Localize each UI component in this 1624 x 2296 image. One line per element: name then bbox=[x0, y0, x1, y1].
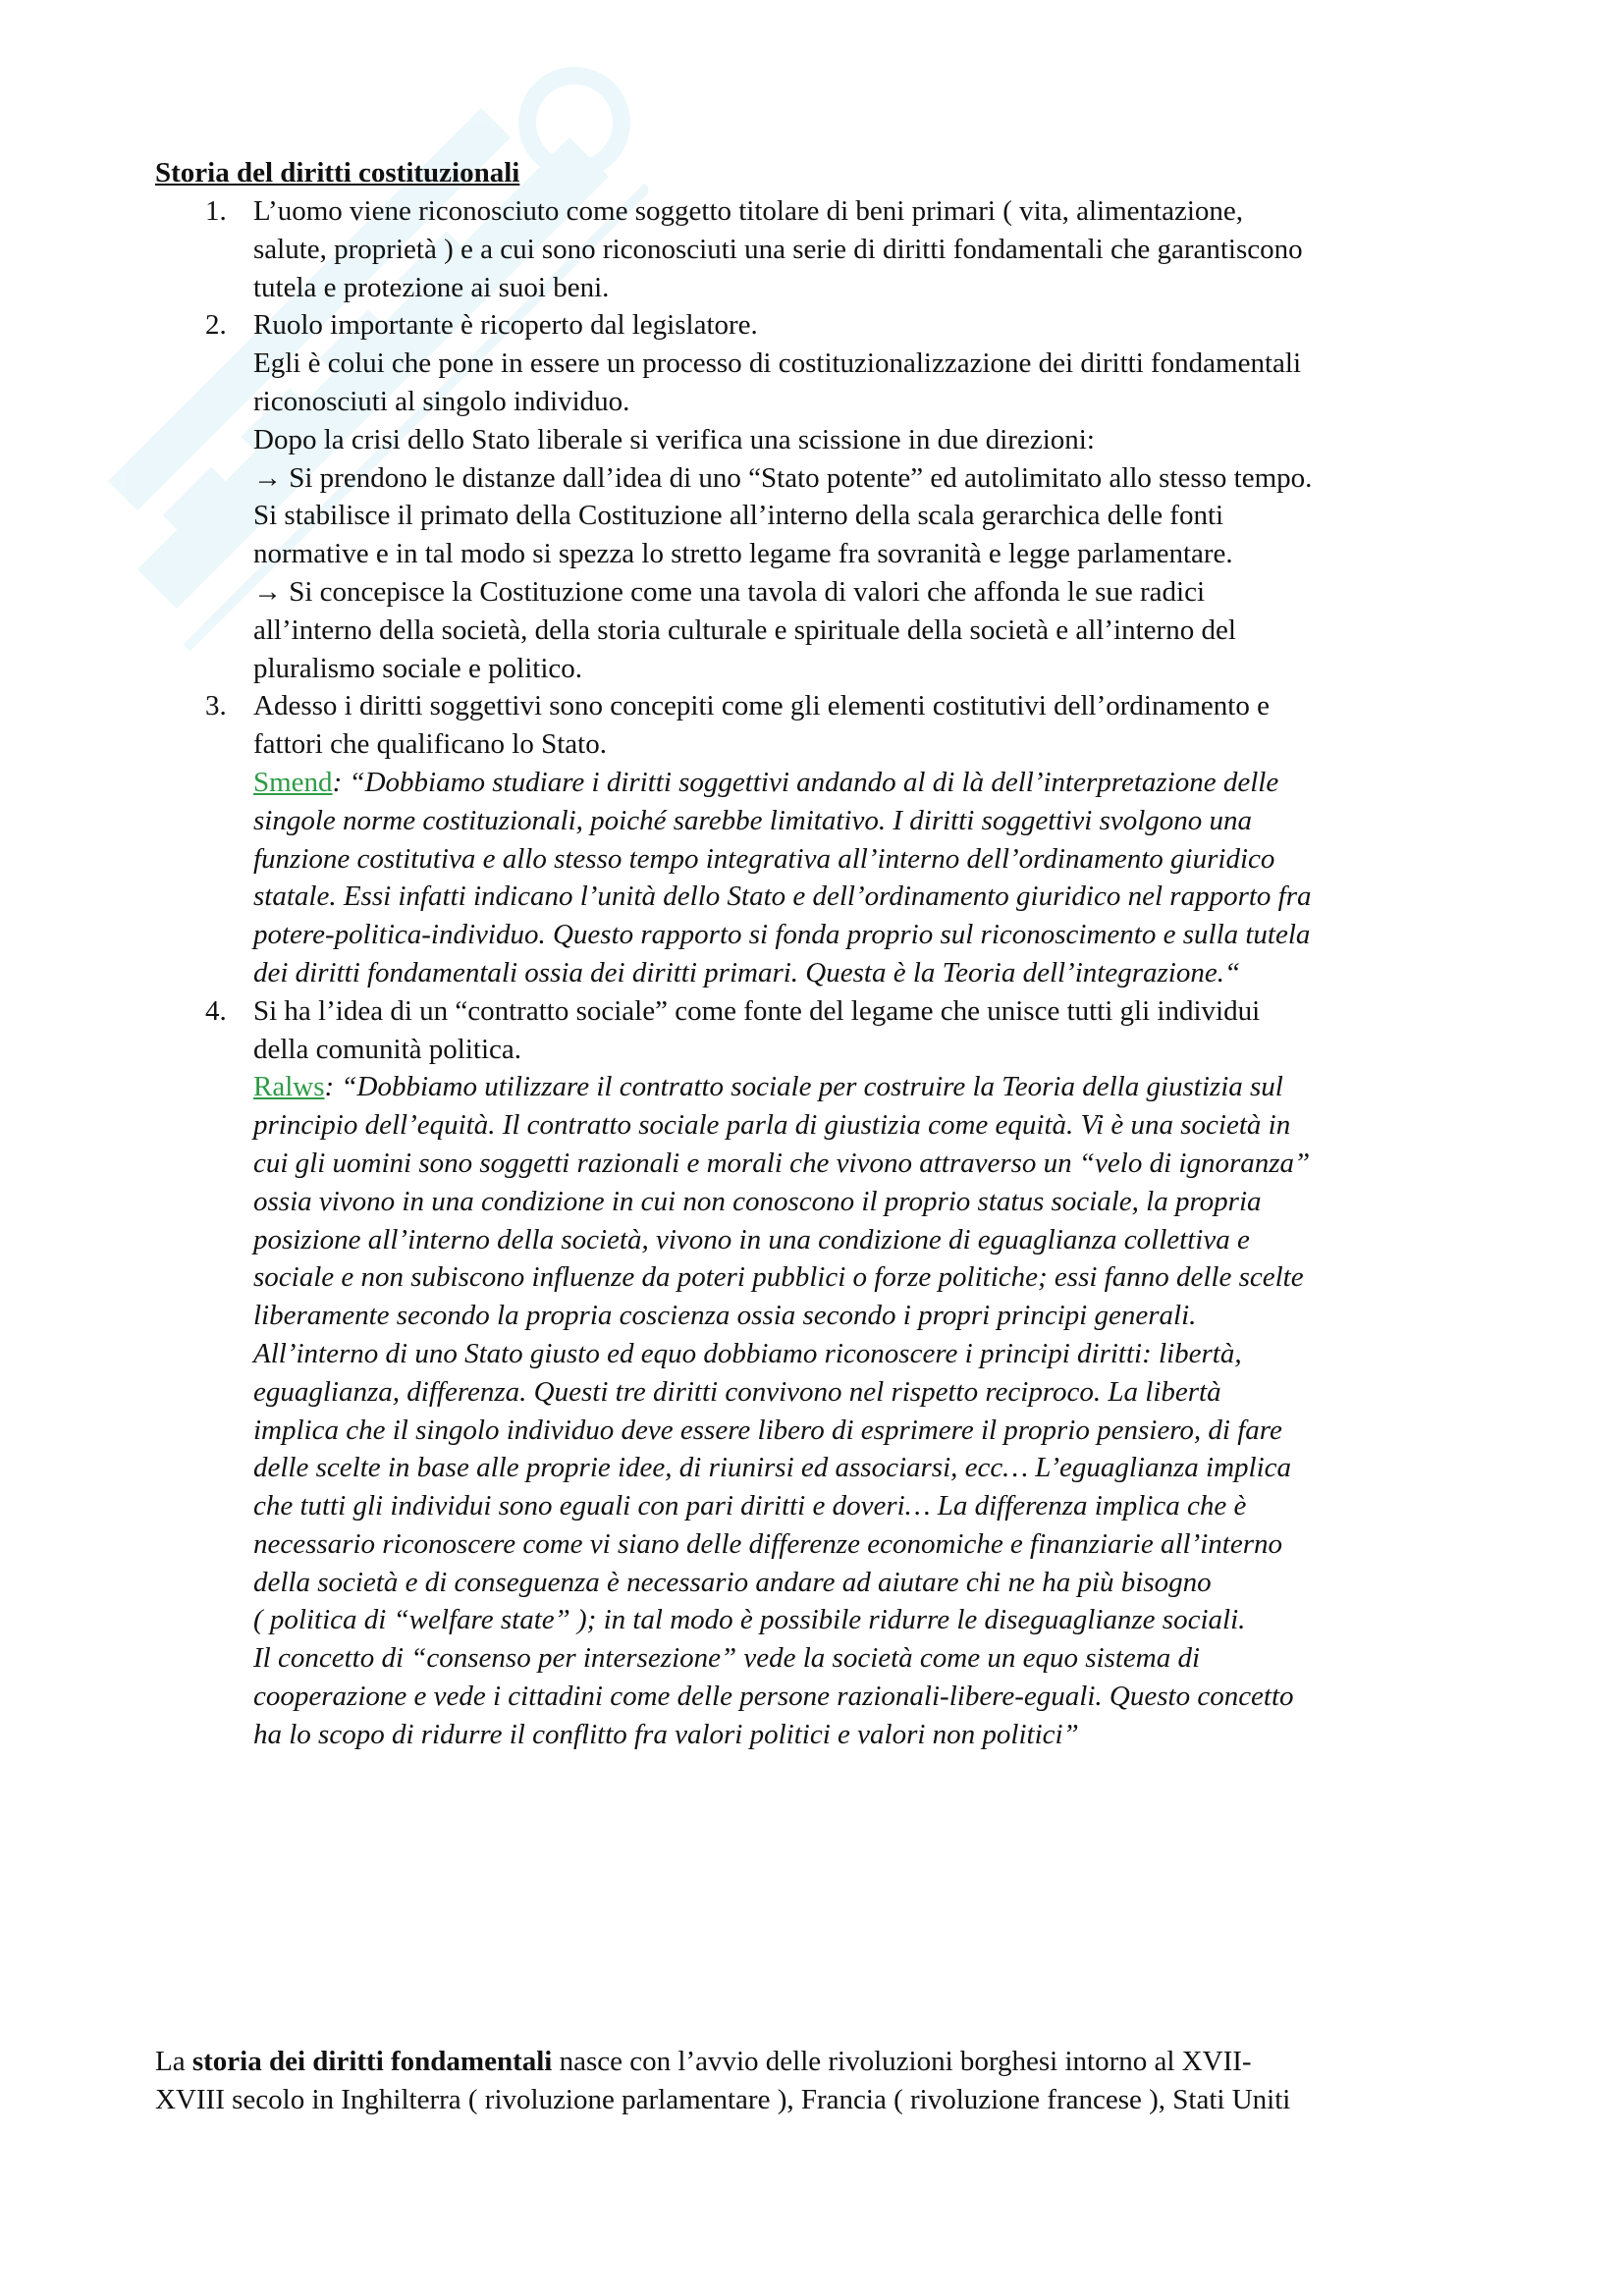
quote-line: Il concetto di “consenso per intersezione” vede la società come un equo sistema di bbox=[253, 1642, 1201, 1675]
text-line: salute, proprietà ) e a cui sono riconosciuti una serie di diritti fondamentali che garantiscono bbox=[253, 233, 1303, 265]
text-line: della comunità politica. bbox=[253, 1033, 521, 1065]
quote-line: che tutti gli individui sono eguali con pari diritti e doveri… La differenza implica che è bbox=[253, 1490, 1247, 1522]
text-line: Dopo la crisi dello Stato liberale si verifica una scissione in due direzioni: bbox=[253, 423, 1095, 455]
text-line: normative e in tal modo si spezza lo stretto legame fra sovranità e legge parlamentare. bbox=[253, 538, 1233, 570]
list-item bbox=[155, 306, 1490, 687]
quote-line: dei diritti fondamentali ossia dei diritti primari. Questa è la Teoria dell’integrazione.“ bbox=[253, 956, 1241, 988]
quote-line: necessario riconoscere come vi siano delle differenze economiche e finanziarie all’interno bbox=[253, 1527, 1283, 1560]
list-item bbox=[155, 687, 1490, 991]
quote-line: statale. Essi infatti indicano l’unità dello Stato e dell’ordinamento giuridico nel rapporto fra bbox=[253, 881, 1312, 913]
list-item bbox=[155, 192, 1490, 306]
document-body bbox=[155, 154, 1490, 1754]
quote-line: principio dell’equità. Il contratto sociale parla di giustizia come equità. Vi è una società in bbox=[253, 1109, 1291, 1142]
text-line: → Si prendono le distanze dall’idea di uno “Stato potente” ed autolimitato allo stesso tempo. bbox=[253, 461, 1313, 494]
quote-line: cui gli uomini sono soggetti razionali e morali che vivono attraverso un “velo di ignoranza” bbox=[253, 1147, 1311, 1179]
quote-line: delle scelte in base alle proprie idee, di riunirsi ed associarsi, ecc… L’eguaglianza implica bbox=[253, 1452, 1291, 1484]
text-line: tutela e protezione ai suoi beni. bbox=[253, 271, 610, 303]
quote-line: singole norme costituzionali, poiché sarebbe limitativo. I diritti soggettivi svolgono una bbox=[253, 804, 1253, 836]
list-item-number: 4. bbox=[205, 994, 227, 1027]
paragraph-text: nasce con l’avvio delle rivoluzioni borghesi intorno al XVII- bbox=[552, 2046, 1252, 2077]
bottom-paragraph bbox=[155, 2043, 1490, 2119]
text-line: riconosciuti al singolo individuo. bbox=[253, 385, 630, 417]
quote-author-ralws[interactable]: Ralws bbox=[253, 1071, 325, 1103]
quote-line: implica che il singolo individuo deve essere libero di esprimere il proprio pensiero, di fare bbox=[253, 1414, 1282, 1446]
quote-line: ossia vivono in una condizione in cui non conoscono il proprio status sociale, la propria bbox=[253, 1185, 1262, 1217]
text-line: → Si concepisce la Costituzione come una tavola di valori che affonda le sue radici bbox=[253, 575, 1206, 608]
list-item-number: 3. bbox=[205, 690, 227, 722]
quote-line: potere-politica-individuo. Questo rapporto si fonda proprio sul riconoscimento e sulla tutela bbox=[253, 919, 1311, 951]
text-line: Si ha l’idea di un “contratto sociale” come fonte del legame che unisce tutti gli individui bbox=[253, 994, 1261, 1027]
quote-first-line bbox=[253, 1068, 1490, 1106]
document-title: Storia del diritti costituzionali bbox=[155, 157, 520, 188]
list-item bbox=[155, 992, 1490, 1754]
quote-line: sociale e non subiscono influenze da poteri pubblici o forze politiche; essi fanno delle scelte bbox=[253, 1261, 1304, 1294]
numbered-list bbox=[155, 192, 1490, 1754]
quote-line: funzione costitutiva e allo stesso tempo integrativa all’interno dell’ordinamento giuridico bbox=[253, 842, 1275, 875]
paragraph-line: XVIII secolo in Inghilterra ( rivoluzione parlamentare ), Francia ( rivoluzione francese ), Stati Uniti bbox=[155, 2083, 1291, 2115]
text-line: all’interno della società, della storia culturale e spirituale della società e all’interno del bbox=[253, 614, 1236, 646]
paragraph-prefix: La bbox=[155, 2046, 192, 2077]
quote-line: della società e di conseguenza è necessario andare ad aiutare chi ne ha più bisogno bbox=[253, 1566, 1212, 1598]
bold-term: storia dei diritti fondamentali bbox=[191, 2046, 553, 2077]
quote-line: ha lo scopo di ridurre il conflitto fra valori politici e valori non politici” bbox=[253, 1718, 1079, 1750]
quote-line: posizione all’interno della società, vivono in una condizione di eguaglianza collettiva e bbox=[253, 1223, 1250, 1255]
text-line: pluralismo sociale e politico. bbox=[253, 652, 583, 684]
paragraph-line bbox=[155, 2043, 1490, 2081]
list-item-number: 2. bbox=[205, 309, 227, 342]
quote-text: : “Dobbiamo studiare i diritti soggettivi andando al di là dell’interpretazione delle bbox=[332, 766, 1279, 798]
text-line: Si stabilisce il primato della Costituzione all’interno della scala gerarchica delle fonti bbox=[253, 500, 1224, 532]
quote-line: All’interno di uno Stato giusto ed equo dobbiamo riconoscere i principi diritti: libertà, bbox=[253, 1337, 1242, 1369]
text-line: Ruolo importante è ricoperto dal legislatore. bbox=[253, 309, 758, 342]
quote-author-smend[interactable]: Smend bbox=[253, 766, 333, 798]
text-line: Adesso i diritti soggettivi sono concepiti come gli elementi costitutivi dell’ordinamento e bbox=[253, 690, 1270, 722]
quote-line: cooperazione e vede i cittadini come delle persone razionali-libere-eguali. Questo concetto bbox=[253, 1681, 1294, 1713]
quote-line: ( politica di “welfare state” ); in tal modo è possibile ridurre le diseguaglianze sociali. bbox=[253, 1604, 1246, 1636]
list-item-number: 1. bbox=[205, 195, 227, 227]
text-line: Egli è colui che pone in essere un processo di costituzionalizzazione dei diritti fondamentali bbox=[253, 347, 1302, 380]
quote-text: : “Dobbiamo utilizzare il contratto sociale per costruire la Teoria della giustizia sul bbox=[324, 1071, 1283, 1103]
text-line: fattori che qualificano lo Stato. bbox=[253, 728, 607, 761]
quote-line: liberamente secondo la propria coscienza ossia secondo i propri principi generali. bbox=[253, 1300, 1197, 1332]
quote-line: eguaglianza, differenza. Questi tre diritti convivono nel rispetto reciproco. La libertà bbox=[253, 1375, 1221, 1408]
text-line: L’uomo viene riconosciuto come soggetto titolare di beni primari ( vita, alimentazione, bbox=[253, 195, 1244, 227]
quote-first-line bbox=[253, 764, 1490, 802]
